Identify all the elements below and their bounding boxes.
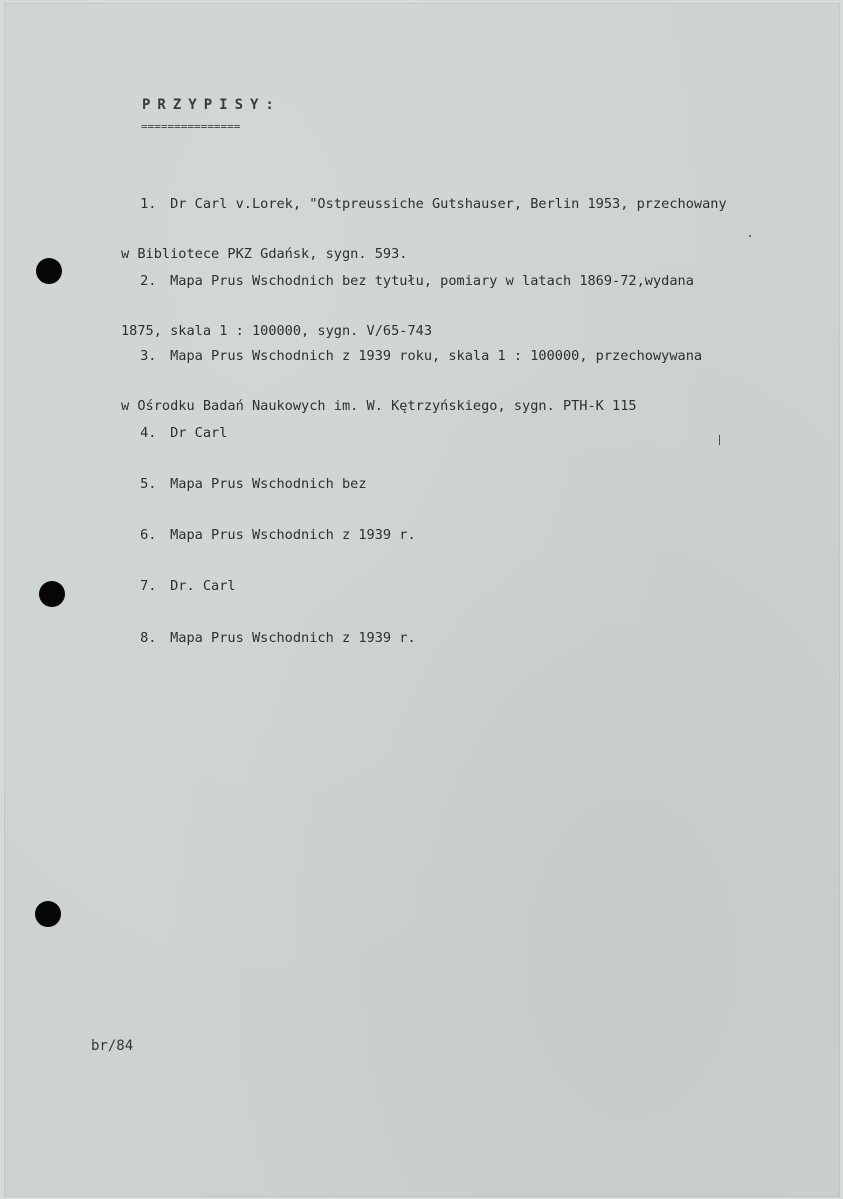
- footnote-number: 6.: [140, 527, 157, 543]
- footnote-number: 3.: [140, 348, 157, 364]
- punch-hole-middle: [39, 581, 65, 607]
- footnote-text-line-1: Mapa Prus Wschodnich bez tytułu, pomiary w latach 1869-72,wydana: [170, 273, 694, 289]
- footnote-text-line-1: Mapa Prus Wschodnich z 1939 r.: [170, 630, 416, 646]
- footnote-text-line-2: w Ośrodku Badań Naukowych im. W. Kętrzyńskiego, sygn. PTH-K 115: [121, 398, 637, 414]
- footnote-number: 8.: [140, 630, 157, 646]
- footnote-number: 7.: [140, 578, 157, 594]
- footnote-text-line-2: w Bibliotece PKZ Gdańsk, sygn. 593.: [121, 246, 408, 262]
- document-page: [4, 3, 840, 1197]
- page-title: PRZYPISY:: [142, 97, 281, 113]
- footnote-number: 4.: [140, 425, 157, 441]
- footnote-text-line-1: Dr Carl v.Lorek, "Ostpreussiche Gutshauser, Berlin 1953, przechowany: [170, 196, 727, 212]
- title-underline: ===============: [141, 120, 241, 133]
- punch-hole-top: [36, 258, 62, 284]
- footnote-number: 5.: [140, 476, 157, 492]
- footnote-text-line-1: Mapa Prus Wschodnich bez: [170, 476, 367, 492]
- footnote-text-line-2: 1875, skala 1 : 100000, sygn. V/65-743: [121, 323, 432, 339]
- paper-speck: [719, 435, 720, 445]
- paper-speck: [749, 235, 751, 237]
- footnote-text-line-1: Mapa Prus Wschodnich z 1939 roku, skala 1 : 100000, przechowywana: [170, 348, 703, 364]
- footnote-number: 1.: [140, 196, 157, 212]
- footnote-text-line-1: Dr. Carl: [170, 578, 236, 594]
- footnote-8: [91, 601, 831, 676]
- footnote-number: 2.: [140, 273, 157, 289]
- footnote-text-line-1: Dr Carl: [170, 425, 228, 441]
- document-reference-code: br/84: [91, 1038, 134, 1054]
- punch-hole-bottom: [35, 901, 61, 927]
- footnote-text-line-1: Mapa Prus Wschodnich z 1939 r.: [170, 527, 416, 543]
- footnotes-list: [4, 3, 840, 1197]
